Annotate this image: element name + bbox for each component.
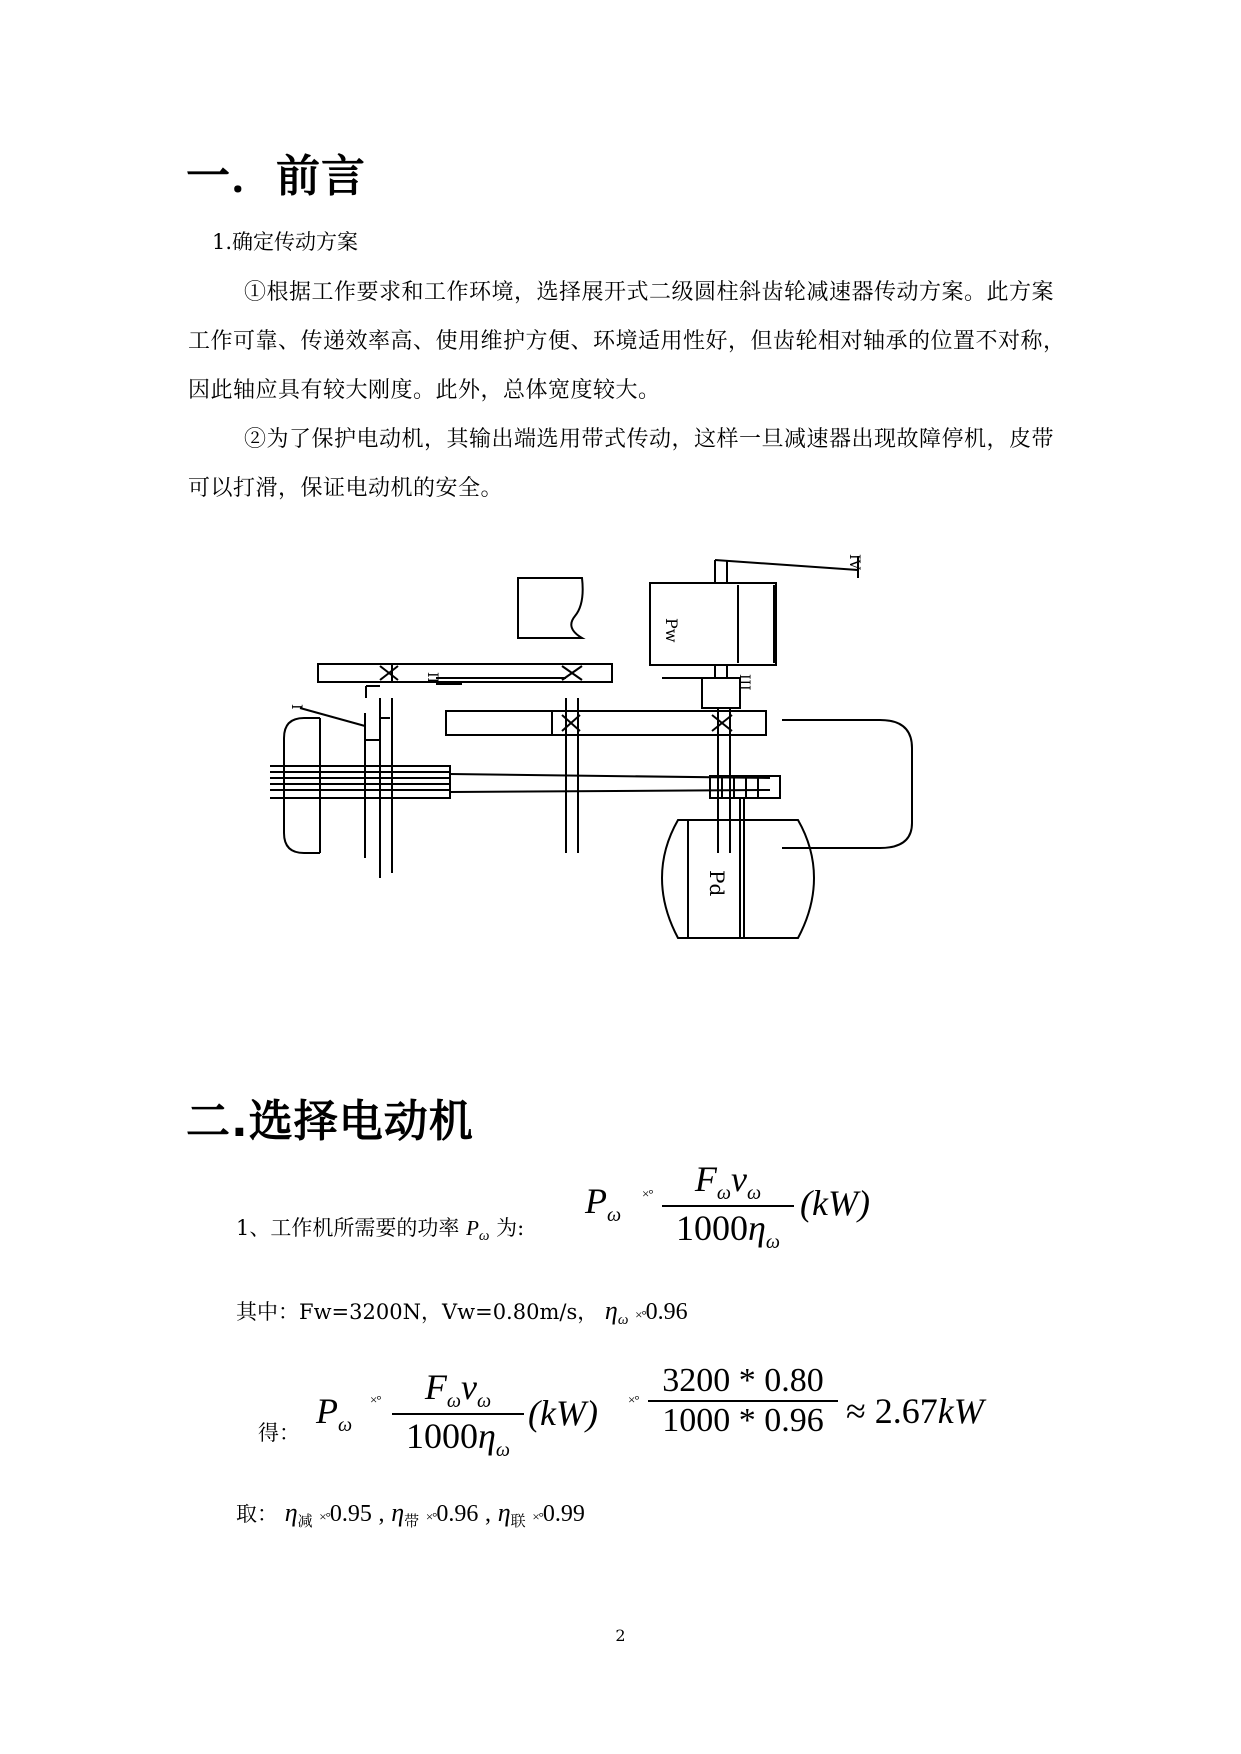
efficiency-values-line: 取： $\eta_减 \times^\circ 0.95$ , $\eta_带 \times^\circ 0.96$ , $\eta_联 \times^\circ 0.99$ (236, 1498, 585, 1531)
equation-2-symbol-1: ×° (370, 1392, 381, 1407)
equation-1-unit: (kW) (800, 1183, 870, 1223)
section-heading-motor-selection: 二.选择电动机 (186, 1096, 474, 1147)
equation-2-label: 得： (258, 1421, 300, 1445)
diagram-label-pw: Pw (662, 618, 681, 643)
equation-2-symbol-2: ×° (628, 1392, 639, 1407)
diagram-label-shaft-iii: III (736, 674, 752, 691)
equation-2-unit: (kW) (528, 1393, 598, 1433)
paragraph-scheme-2: ②为了保护电动机，其输出端选用带式传动，这样一旦减速器出现故障停机，皮带可以打滑，保证电动机的安全。 (188, 427, 1055, 501)
subheading-transmission-scheme: 1.确定传动方案 (212, 230, 359, 254)
equation-1-lhs: $P_\omega$ (585, 1181, 622, 1227)
diagram-label-shaft-i: I (288, 704, 304, 710)
section-heading-preface: 一．前言 (186, 151, 366, 202)
equation-1-fraction: $F_\omega v_\omega$ $1000\eta_\omega$ (662, 1158, 794, 1254)
equation-2-fraction-1: $F_\omega v_\omega$ $1000\eta_\omega$ (392, 1366, 524, 1462)
equation-2-lhs: $P_\omega$ (316, 1391, 353, 1437)
diagram-label-shaft-ii: II (424, 672, 440, 684)
transmission-diagram (270, 548, 940, 1018)
equation-2-fraction-2: 3200 * 0.80 1000 * 0.96 (648, 1362, 838, 1440)
equation-1-symbol: ×° (642, 1186, 653, 1201)
equation-1-prefix: 1、工作机所需要的功率 $P_\omega$ 为: (236, 1216, 525, 1245)
page-number: 2 (615, 1626, 626, 1645)
equation-2-result: ≈ 2.67kW (846, 1391, 984, 1431)
diagram-label-pd: Pd (705, 870, 729, 897)
paragraph-scheme-1: ①根据工作要求和工作环境，选择展开式二级圆柱斜齿轮减速器传动方案。此方案工作可靠、传递效率高、使用维护方便、环境适用性好，但齿轮相对轴承的位置不对称，因此轴应具有较大刚度。此外，总体宽度较大。 (188, 280, 1066, 403)
equation-where-line: 其中：Fw=3200N，Vw=0.80m/s， $\eta_\omega \times^\circ 0.96$ (236, 1296, 688, 1329)
diagram-label-shaft-iv: IV (846, 554, 862, 570)
